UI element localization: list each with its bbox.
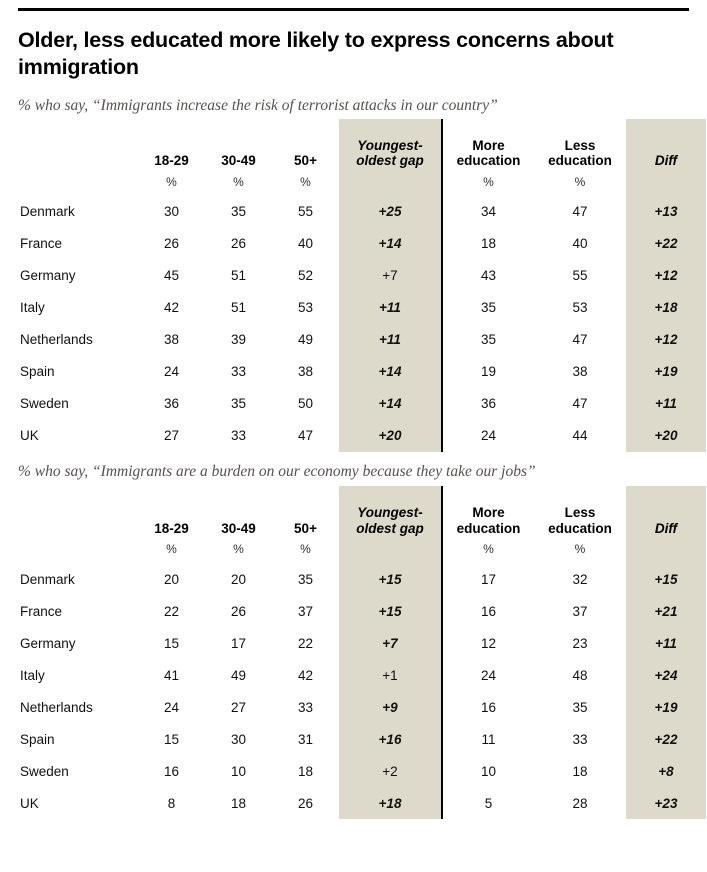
cell-30-49: 10 [230,763,247,779]
cell-more-education: 36 [442,388,534,420]
table-row [18,388,706,420]
row-label-denmark: Denmark [20,571,75,587]
cell-30-49: 26 [230,236,247,252]
table-block-economy [18,462,689,819]
table-header-row [18,119,706,173]
cell-18-29: 22 [163,603,180,619]
table-row [18,787,706,819]
cell-30-49: 20 [230,571,247,587]
row-label-netherlands: Netherlands [20,699,93,715]
table-units-row [18,540,706,563]
cell-gap: +20 [339,420,442,452]
cell-less-education: 40 [572,236,588,252]
cell-30-49: 30 [230,731,247,747]
data-table-terrorism [18,119,706,452]
table-row [18,563,706,595]
cell-more-education: 24 [442,420,534,452]
column-header-less-education: Less education [548,505,612,536]
column-header-more-education: More education [442,486,534,540]
cell-50plus: 49 [297,332,314,348]
unit-cell-50plus: % [300,542,311,557]
cell-diff: +11 [626,627,706,659]
column-header-50plus: 50+ [294,153,317,169]
row-label-uk: UK [20,795,39,811]
cell-diff: +22 [626,723,706,755]
row-label-spain: Spain [20,364,55,380]
unit-cell-more-education: % [442,173,534,196]
cell-diff: +19 [626,356,706,388]
cell-less-education: 35 [572,699,588,715]
unit-cell-18-29: % [166,174,177,189]
unit-cell-30-49: % [233,542,244,557]
cell-gap: +15 [339,563,442,595]
cell-30-49: 18 [230,795,247,811]
cell-50plus: 33 [297,699,314,715]
table-row [18,755,706,787]
cell-less-education: 37 [572,603,588,619]
table-row [18,324,706,356]
cell-30-49: 51 [230,268,247,284]
cell-more-education: 12 [442,627,534,659]
cell-gap: +9 [339,691,442,723]
cell-18-29: 15 [163,731,180,747]
cell-less-education: 38 [572,364,588,380]
unit-cell-less-education: % [574,174,586,189]
cell-30-49: 51 [230,300,247,316]
cell-50plus: 40 [297,236,314,252]
cell-less-education: 32 [572,571,588,587]
cell-50plus: 18 [297,763,314,779]
column-header-country [18,486,138,540]
cell-diff: +15 [626,563,706,595]
cell-less-education: 47 [572,332,588,348]
cell-more-education: 10 [442,755,534,787]
cell-50plus: 22 [297,635,314,651]
cell-30-49: 35 [230,204,247,220]
cell-50plus: 47 [297,428,314,444]
cell-diff: +12 [626,324,706,356]
cell-less-education: 48 [572,667,588,683]
table-block-terrorism [18,96,689,452]
cell-less-education: 53 [572,300,588,316]
cell-18-29: 16 [163,763,180,779]
table-row [18,196,706,228]
table-row [18,691,706,723]
row-label-sweden: Sweden [20,763,69,779]
cell-diff: +24 [626,659,706,691]
unit-cell-less-education: % [574,542,586,557]
cell-diff: +18 [626,292,706,324]
cell-50plus: 52 [297,268,314,284]
column-header-less-education: Less education [548,137,612,169]
cell-less-education: 47 [572,204,588,220]
column-header-youngest-oldest-gap: Youngest-oldest gap [339,486,442,540]
table-units-row [18,173,706,196]
cell-diff: +11 [626,388,706,420]
cell-more-education: 16 [442,595,534,627]
cell-30-49: 26 [230,603,247,619]
column-header-18-29: 18-29 [154,153,189,169]
cell-18-29: 24 [163,364,180,380]
row-label-spain: Spain [20,731,55,747]
table-row [18,228,706,260]
cell-18-29: 36 [163,396,180,412]
cell-50plus: 55 [297,204,314,220]
cell-gap: +2 [339,755,442,787]
table-row [18,723,706,755]
cell-gap: +18 [339,787,442,819]
column-header-diff: Diff [626,119,706,173]
cell-30-49: 39 [230,332,247,348]
cell-18-29: 15 [163,635,180,651]
cell-diff: +21 [626,595,706,627]
cell-more-education: 24 [442,659,534,691]
cell-less-education: 44 [572,428,588,444]
unit-cell-country [18,540,138,563]
unit-cell-gap [339,540,442,563]
cell-50plus: 26 [297,795,314,811]
cell-diff: +20 [626,420,706,452]
cell-18-29: 42 [163,300,180,316]
cell-diff: +12 [626,260,706,292]
cell-50plus: 35 [297,571,314,587]
cell-diff: +19 [626,691,706,723]
table-subtitle: % who say, “Immigrants increase the risk of terrorist attacks in our country” [18,96,498,114]
cell-18-29: 45 [163,268,180,284]
unit-cell-diff [626,540,706,563]
cell-gap: +16 [339,723,442,755]
cell-50plus: 37 [297,603,314,619]
cell-gap: +7 [339,627,442,659]
column-header-diff: Diff [626,486,706,540]
cell-30-49: 17 [230,635,247,651]
cell-more-education: 19 [442,356,534,388]
data-table-economy [18,486,706,819]
unit-cell-30-49: % [233,174,244,189]
cell-50plus: 38 [297,364,314,380]
cell-more-education: 35 [442,292,534,324]
cell-less-education: 55 [572,268,588,284]
cell-more-education: 17 [442,563,534,595]
cell-more-education: 43 [442,260,534,292]
unit-cell-50plus: % [300,174,311,189]
column-header-50plus: 50+ [294,520,317,536]
table-subtitle: % who say, “Immigrants are a burden on our economy because they take our jobs” [18,462,536,480]
row-label-germany: Germany [20,635,76,651]
cell-18-29: 20 [163,571,180,587]
row-label-france: France [20,603,63,619]
cell-50plus: 31 [297,731,314,747]
cell-more-education: 34 [442,196,534,228]
table-row [18,356,706,388]
cell-50plus: 42 [297,667,314,683]
cell-50plus: 53 [297,300,314,316]
table-row [18,292,706,324]
column-header-more-education: More education [442,119,534,173]
top-divider [18,8,689,11]
row-label-france: France [20,236,63,252]
cell-gap: +25 [339,196,442,228]
cell-more-education: 16 [442,691,534,723]
unit-cell-diff [626,173,706,196]
cell-less-education: 23 [572,635,588,651]
unit-cell-gap [339,173,442,196]
row-label-sweden: Sweden [20,396,69,412]
cell-less-education: 33 [572,731,588,747]
cell-18-29: 26 [163,236,180,252]
column-header-youngest-oldest-gap: Youngest-oldest gap [339,119,442,173]
cell-less-education: 18 [572,763,588,779]
cell-less-education: 47 [572,396,588,412]
row-label-denmark: Denmark [20,204,75,220]
cell-diff: +22 [626,228,706,260]
cell-gap: +14 [339,356,442,388]
cell-50plus: 50 [297,396,314,412]
row-label-italy: Italy [20,300,45,316]
cell-diff: +13 [626,196,706,228]
table-header-row [18,486,706,540]
row-label-netherlands: Netherlands [20,332,93,348]
column-header-18-29: 18-29 [154,520,189,536]
cell-18-29: 30 [163,204,180,220]
cell-more-education: 35 [442,324,534,356]
cell-18-29: 27 [163,428,180,444]
unit-cell-country [18,173,138,196]
cell-less-education: 28 [572,795,588,811]
cell-gap: +11 [339,324,442,356]
cell-18-29: 8 [167,795,176,811]
unit-cell-more-education: % [442,540,534,563]
table-row [18,627,706,659]
cell-gap: +14 [339,228,442,260]
cell-more-education: 18 [442,228,534,260]
table-row [18,260,706,292]
cell-diff: +23 [626,787,706,819]
unit-cell-18-29: % [166,542,177,557]
cell-gap: +7 [339,260,442,292]
cell-18-29: 24 [163,699,180,715]
table-row [18,595,706,627]
cell-diff: +8 [626,755,706,787]
row-label-uk: UK [20,428,39,444]
cell-30-49: 33 [230,428,247,444]
cell-more-education: 5 [442,787,534,819]
table-row [18,659,706,691]
cell-30-49: 27 [230,699,247,715]
row-label-italy: Italy [20,667,45,683]
page-title: Older, less educated more likely to express concerns about immigration [18,28,614,80]
cell-18-29: 38 [163,332,180,348]
cell-gap: +1 [339,659,442,691]
cell-18-29: 41 [163,667,180,683]
infographic-page [0,8,707,872]
table-row [18,420,706,452]
cell-30-49: 49 [230,667,247,683]
cell-more-education: 11 [442,723,534,755]
column-header-country [18,119,138,173]
row-label-germany: Germany [20,268,76,284]
cell-30-49: 35 [230,396,247,412]
cell-30-49: 33 [230,364,247,380]
column-header-30-49: 30-49 [221,153,256,169]
column-header-30-49: 30-49 [221,520,256,536]
cell-gap: +11 [339,292,442,324]
cell-gap: +15 [339,595,442,627]
cell-gap: +14 [339,388,442,420]
